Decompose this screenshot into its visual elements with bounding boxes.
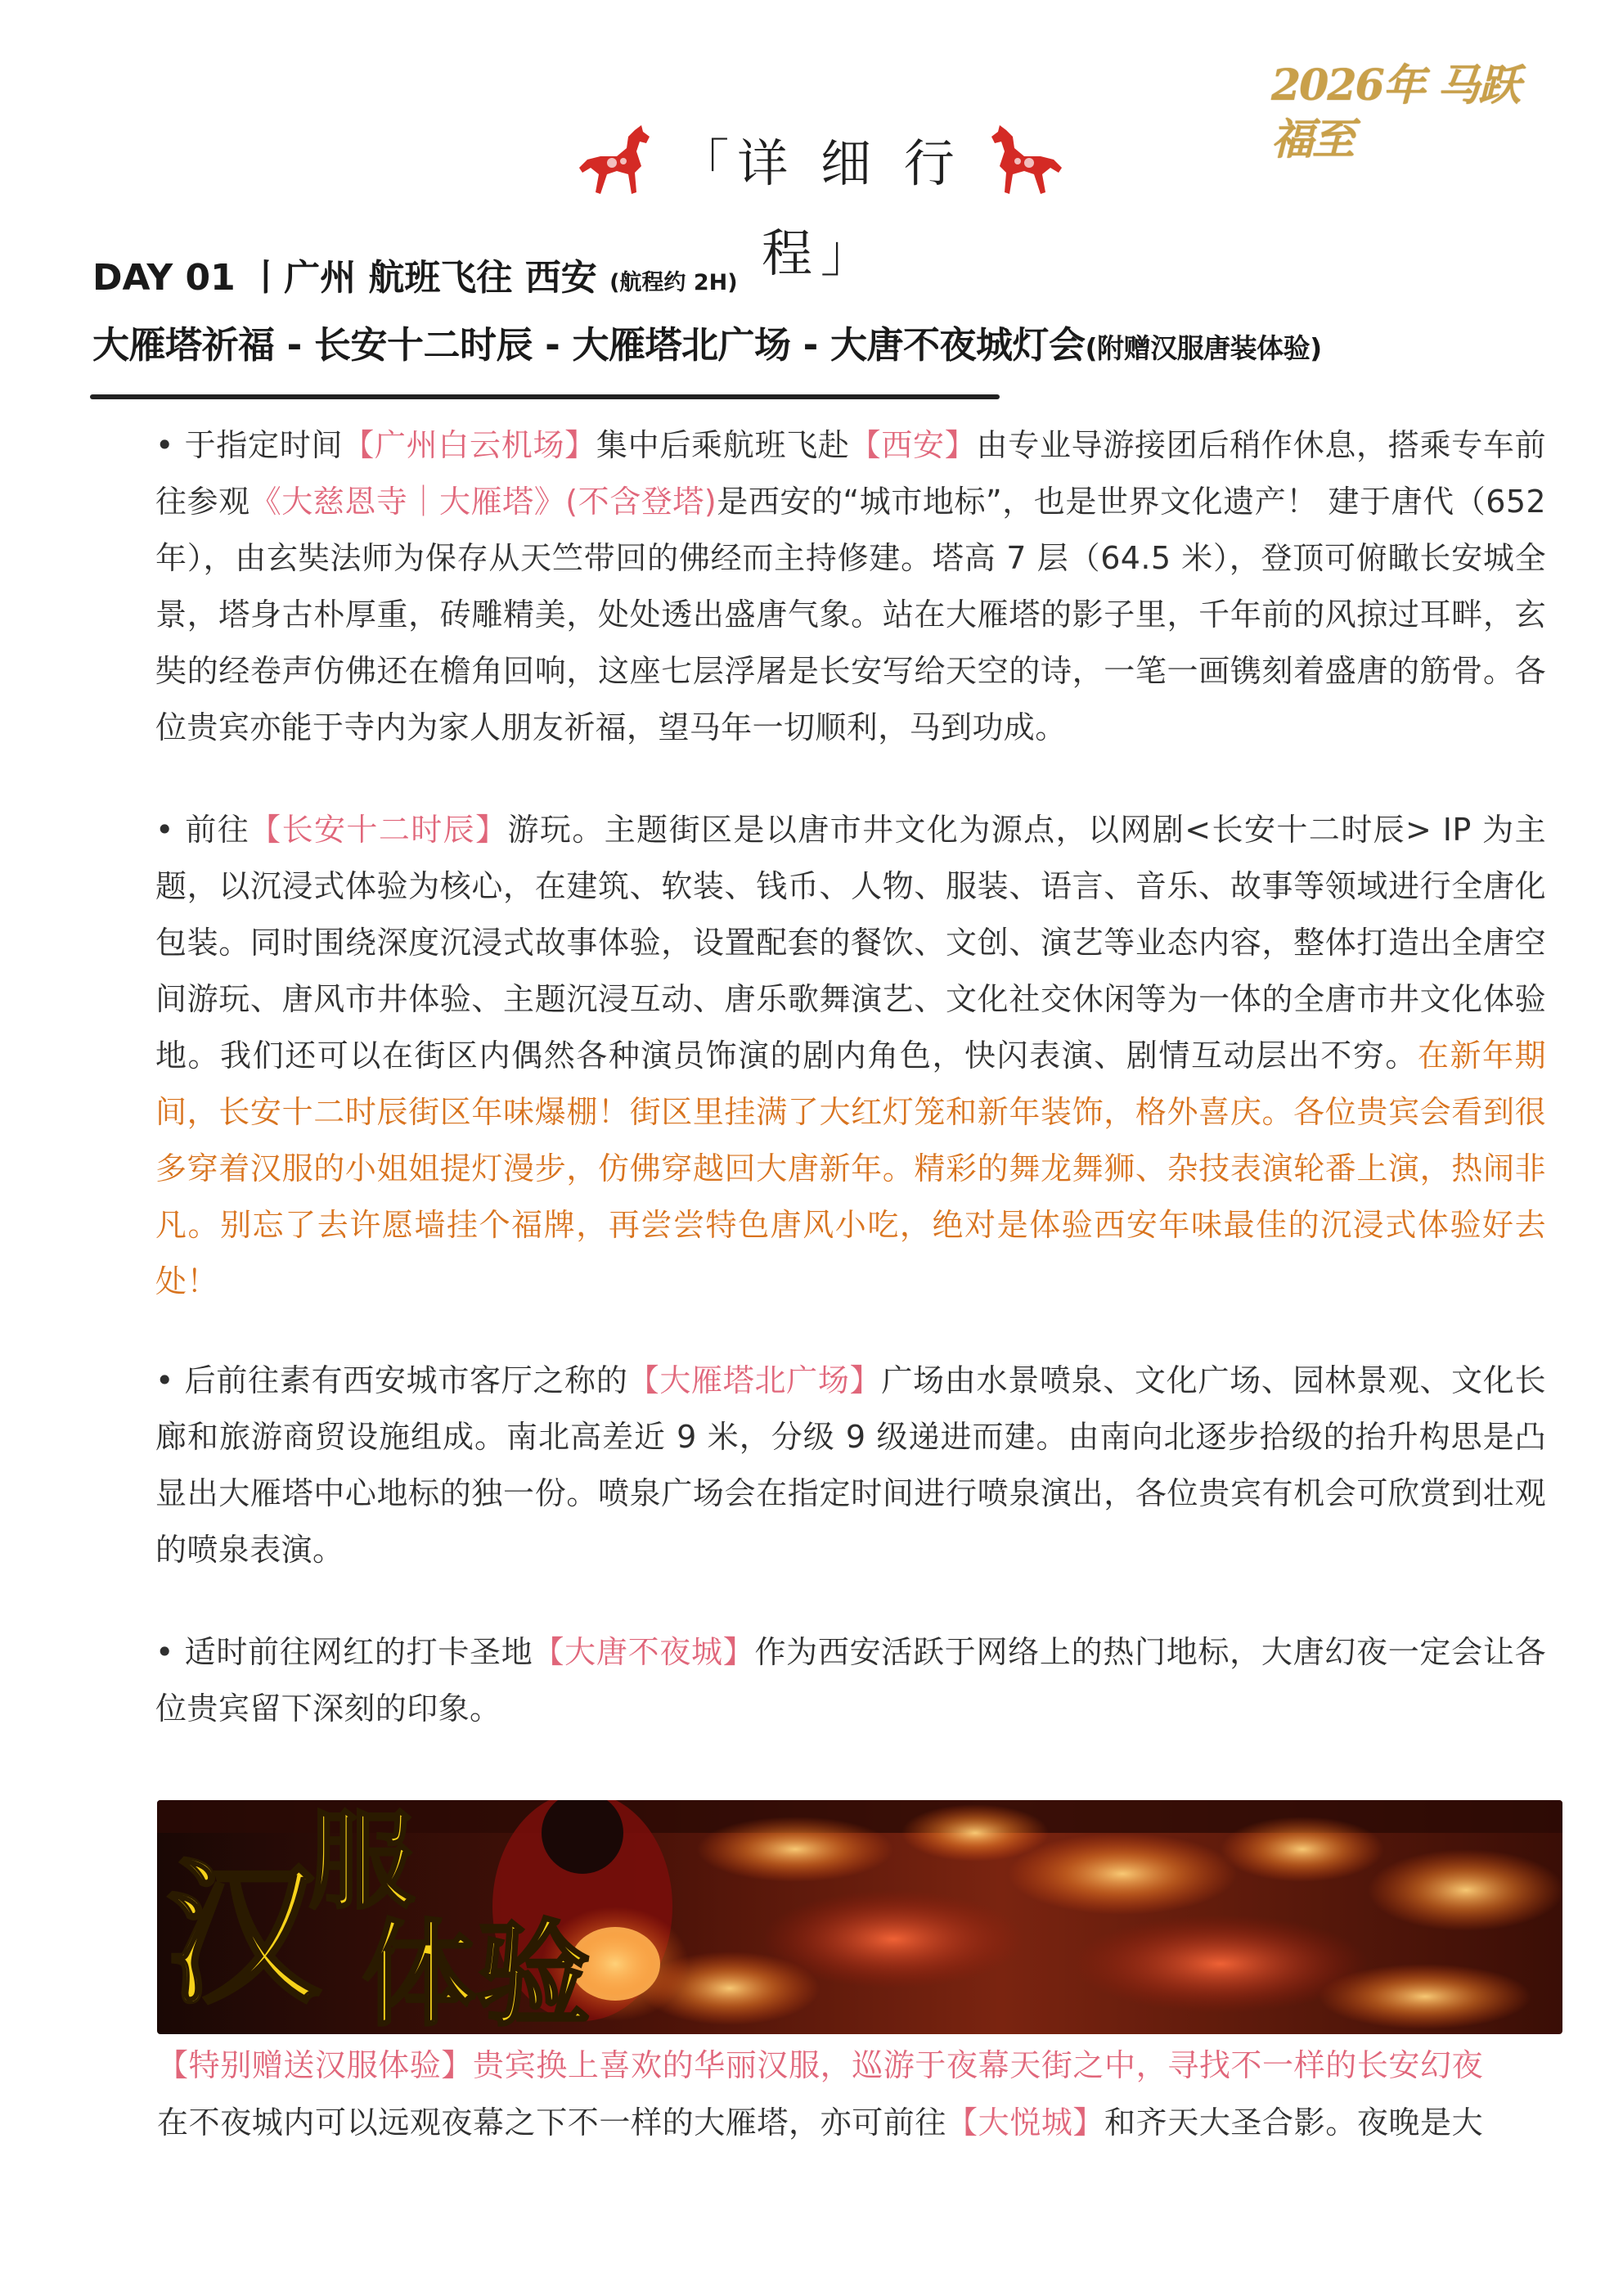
- day-stops: [92, 317, 1322, 376]
- text: 集中后乘航班飞赴: [596, 427, 850, 463]
- highlight-city: 【西安】: [849, 427, 977, 463]
- banner-char: 体: [362, 1908, 477, 2034]
- day-label: DAY 01: [92, 257, 236, 299]
- stops-note: (附赠汉服唐装体验): [1085, 332, 1322, 364]
- highlight-pagoda: 《大慈恩寺｜大雁塔》(不含登塔): [250, 484, 717, 520]
- logo-text: 2026年 马跃福至: [1271, 61, 1519, 164]
- text: 和齐天大圣合影。夜晚是大: [1104, 2105, 1484, 2141]
- banner-image: [157, 1800, 1562, 2034]
- text: • 前往: [155, 812, 250, 848]
- itinerary-paragraph-1: [155, 417, 1546, 756]
- highlight-hanfu: 【特别赠送汉服体验】: [157, 2047, 474, 2083]
- hanfu-experience-banner: [157, 1800, 1562, 2034]
- heading-divider: [90, 394, 1000, 399]
- text: 是西安的“城市地标”，也是世界文化遗产！ 建于唐代（652 年），由玄奘法师为保存从天竺带回的佛经而主持修建。塔高 7 层（64.5 米），登顶可俯瞰长安城全景，塔身古朴厚重，砖雕精美，处处透出盛唐气象。站在大雁塔的影子里，千年前的风掠过耳畔，玄奘的经卷声仿佛还在檐角回响，这座七层浮屠是长安写给天空的诗，一笔一画镌刻着盛唐的筋骨。各位贵宾亦能于寺内为家人朋友祈福，望马年一切顺利，马到功成。: [155, 484, 1546, 745]
- stops-list: 大雁塔祈福 - 长安十二时辰 - 大雁塔北广场 - 大唐不夜城灯会: [92, 323, 1086, 367]
- flight-duration-note: (航程约 2H): [609, 270, 738, 295]
- banner-char: 验: [476, 1908, 591, 2034]
- horse-icon: [983, 124, 1065, 202]
- highlight-chang-an: 【长安十二时辰】: [250, 812, 508, 848]
- day-route-title: 广州 航班飞往 西安: [284, 257, 597, 299]
- highlight-north-square: 【大雁塔北广场】: [627, 1362, 882, 1398]
- hanfu-caption: [157, 2037, 1564, 2094]
- brand-logo: [1271, 59, 1541, 164]
- page-title: 「详 细 行 程」: [678, 133, 963, 283]
- text: 由专业导游接团后稍作休息，搭乘专车前往参观: [155, 427, 1547, 520]
- itinerary-paragraph-3: [155, 1353, 1546, 1578]
- text: 贵宾换上喜欢的华丽汉服，巡游于夜幕天街之中，寻找不一样的长安幻夜: [473, 2047, 1484, 2083]
- text: • 于指定时间: [155, 427, 344, 463]
- highlight-joy-city: 【大悦城】: [946, 2105, 1105, 2141]
- text: 在不夜城内可以远观夜幕之下不一样的大雁塔，亦可前往: [157, 2105, 947, 2141]
- highlight-night-city: 【大唐不夜城】: [533, 1634, 755, 1670]
- text: • 适时前往网红的打卡圣地: [155, 1634, 533, 1670]
- itinerary-paragraph-4: [155, 1624, 1546, 1737]
- banner-char: 汉: [165, 1843, 321, 2025]
- day-separator: 丨: [248, 257, 285, 299]
- horse-icon: [576, 124, 658, 202]
- highlight-airport: 【广州白云机场】: [343, 427, 596, 463]
- itinerary-paragraph-2: [155, 802, 1546, 1310]
- banner-char: 服: [308, 1800, 416, 1924]
- text: 游玩。主题街区是以唐市井文化为源点，以网剧<长安十二时辰> IP 为主题，以沉浸式体验为核心，在建筑、软装、钱币、人物、服装、语言、音乐、故事等领域进行全唐化包装。同时围绕深度沉浸式故事体验，设置配套的餐饮、文创、演艺等业态内容，整体打造出全唐空间游玩、唐风市井体验、主题沉浸互动、唐乐歌舞演艺、文化社交休闲等为一体的全唐市井文化体验地。我们还可以在街区内偶然各种演员饰演的剧内角色，快闪表演、剧情互动层出不穷。: [155, 812, 1547, 1074]
- day-heading: [92, 252, 738, 309]
- text: 作为西安活跃于网络上的热门地标，大唐幻夜一定会让各位贵宾留下深刻的印象。: [155, 1634, 1546, 1727]
- new-year-highlight: 在新年期间，长安十二时辰街区年味爆棚！街区里挂满了大红灯笼和新年装饰，格外喜庆。各位贵宾会看到很多穿着汉服的小姐姐提灯漫步，仿佛穿越回大唐新年。精彩的舞龙舞狮、杂技表演轮番上演，热闹非凡。别忘了去许愿墙挂个福牌，再尝尝特色唐风小吃，绝对是体验西安年味最佳的沉浸式体验好去处！: [155, 1038, 1546, 1299]
- text: • 后前往素有西安城市客厅之称的: [155, 1362, 628, 1398]
- text: 广场由水景喷泉、文化广场、园林景观、文化长廊和旅游商贸设施组成。南北高差近 9 米，分级 9 级递进而建。由南向北逐步拾级的抬升构思是凸显出大雁塔中心地标的独一份。喷泉广场会在指定时间进行喷泉演出，各位贵宾有机会可欣赏到壮观的喷泉表演。: [155, 1362, 1547, 1568]
- itinerary-paragraph-5: [157, 2095, 1564, 2151]
